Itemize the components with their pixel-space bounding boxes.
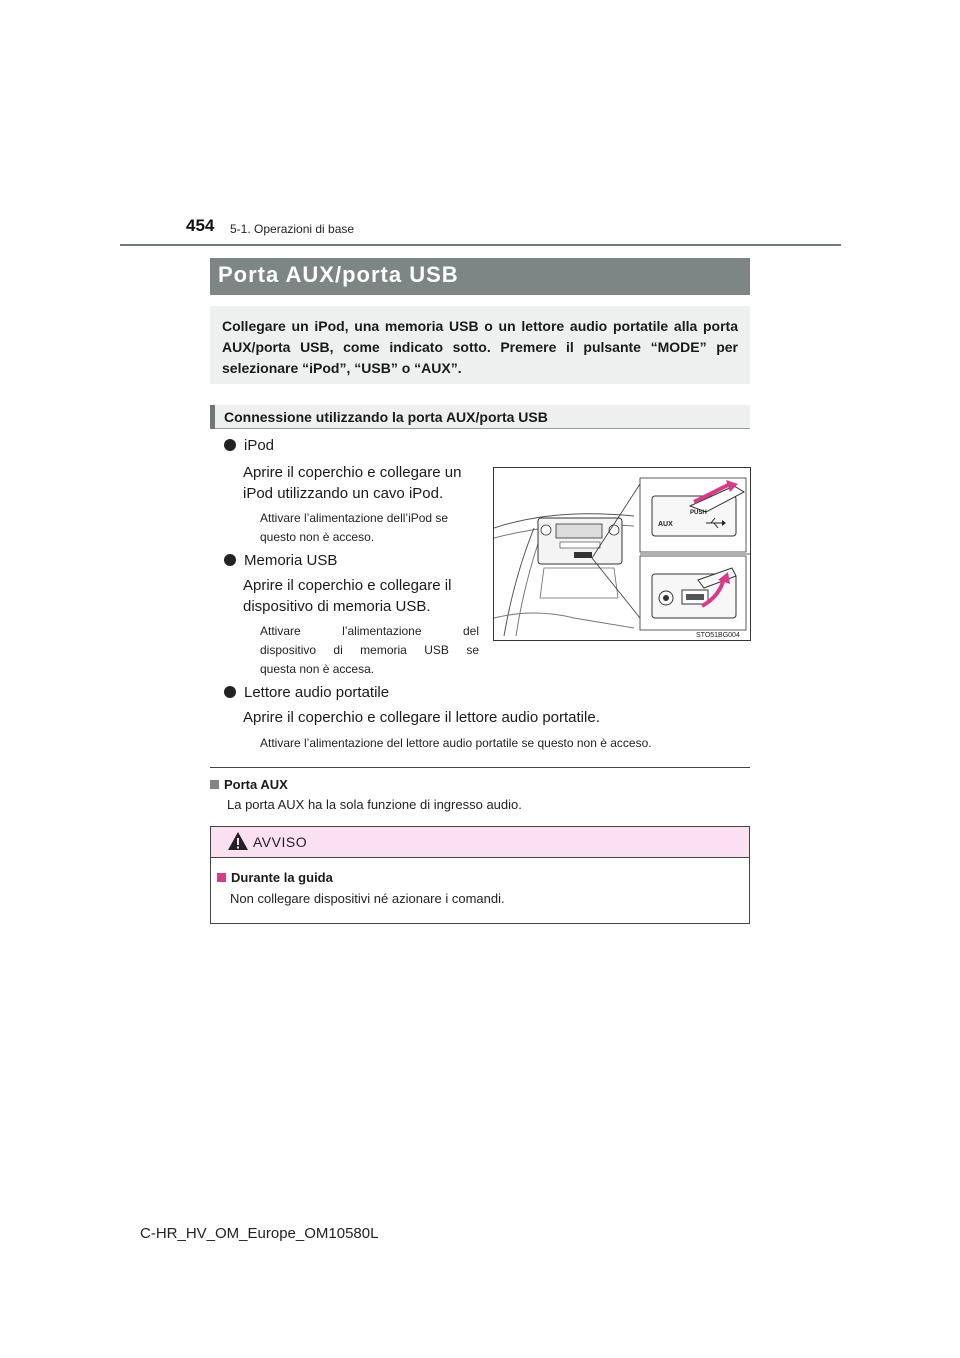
note-title: [210, 777, 288, 792]
note-line: questo non è acceso.: [260, 530, 375, 544]
note-line: dispositivo di memoria USB se: [260, 643, 479, 657]
push-text: PUSH: [690, 510, 707, 516]
warning-item-title: [217, 870, 333, 885]
subheader: [210, 405, 750, 429]
note-text: La porta AUX ha la sola funzione di ingresso audio.: [227, 797, 522, 812]
warning-item-text: Non collegare dispositivi né azionare i comandi.: [230, 891, 505, 906]
item-instruction: [243, 707, 743, 728]
dashboard-illustration: [493, 467, 751, 641]
bullet-icon: [224, 554, 236, 566]
instruction-line: Aprire il coperchio e collegare un: [243, 464, 462, 481]
intro-text: Collegare un iPod, una memoria USB o un lettore audio portatile alla porta AUX/porta USB, come indicato sotto. Premere il pulsante “MODE” per selezionare “iPod”, “USB” o “AUX”.: [222, 318, 738, 376]
note-line: questa non è accesa.: [260, 662, 375, 676]
square-bullet-icon: [217, 873, 226, 882]
note-title-text: Porta AUX: [224, 777, 288, 792]
note-line: Attivare l’alimentazione del: [260, 624, 479, 638]
section-label: 5-1. Operazioni di base: [230, 222, 355, 236]
intro-box: [210, 306, 750, 384]
item-note: [260, 622, 479, 679]
warning-header: [211, 827, 749, 858]
bullet-icon: [224, 439, 236, 451]
instruction-line: dispositivo di memoria USB.: [243, 598, 431, 615]
note-line: Attivare l’alimentazione del lettore audio portatile se questo non è acceso.: [260, 736, 652, 750]
item-instruction: [243, 462, 479, 504]
instruction-line: Aprire il coperchio e collegare il: [243, 577, 452, 594]
list-item-ipod: [224, 437, 274, 454]
header-rule: [120, 244, 841, 246]
section-divider: [210, 767, 750, 768]
item-note: [260, 509, 479, 547]
aux-text: AUX: [658, 521, 673, 528]
list-item-usb: [224, 552, 337, 569]
subheader-accent: [210, 405, 215, 429]
warning-label: AVVISO: [253, 834, 308, 850]
list-item-portable-player: [224, 684, 389, 701]
dashboard-drawing: [494, 468, 750, 640]
square-bullet-icon: [210, 780, 219, 789]
warning-icon: [227, 831, 249, 851]
page-title: Porta AUX/porta USB: [218, 262, 459, 287]
document-code: C-HR_HV_OM_Europe_OM10580L: [140, 1225, 379, 1242]
page-number: 454: [186, 216, 215, 235]
note-line: Attivare l’alimentazione dell’iPod se: [260, 511, 449, 525]
instruction-line: iPod utilizzando un cavo iPod.: [243, 485, 444, 502]
instruction-line: Aprire il coperchio e collegare il lettore audio portatile.: [243, 709, 600, 726]
item-label: iPod: [244, 437, 275, 454]
figure-code: STO51BG004: [696, 632, 740, 639]
subheader-text: Connessione utilizzando la porta AUX/porta USB: [224, 409, 548, 425]
item-label: Memoria USB: [244, 552, 338, 569]
item-note: [260, 734, 740, 753]
item-label: Lettore audio portatile: [244, 684, 390, 701]
warning-item-title-text: Durante la guida: [231, 870, 333, 885]
warning-box: [210, 826, 750, 924]
bullet-icon: [224, 686, 236, 698]
item-instruction: [243, 575, 479, 617]
title-bar: [210, 258, 750, 295]
